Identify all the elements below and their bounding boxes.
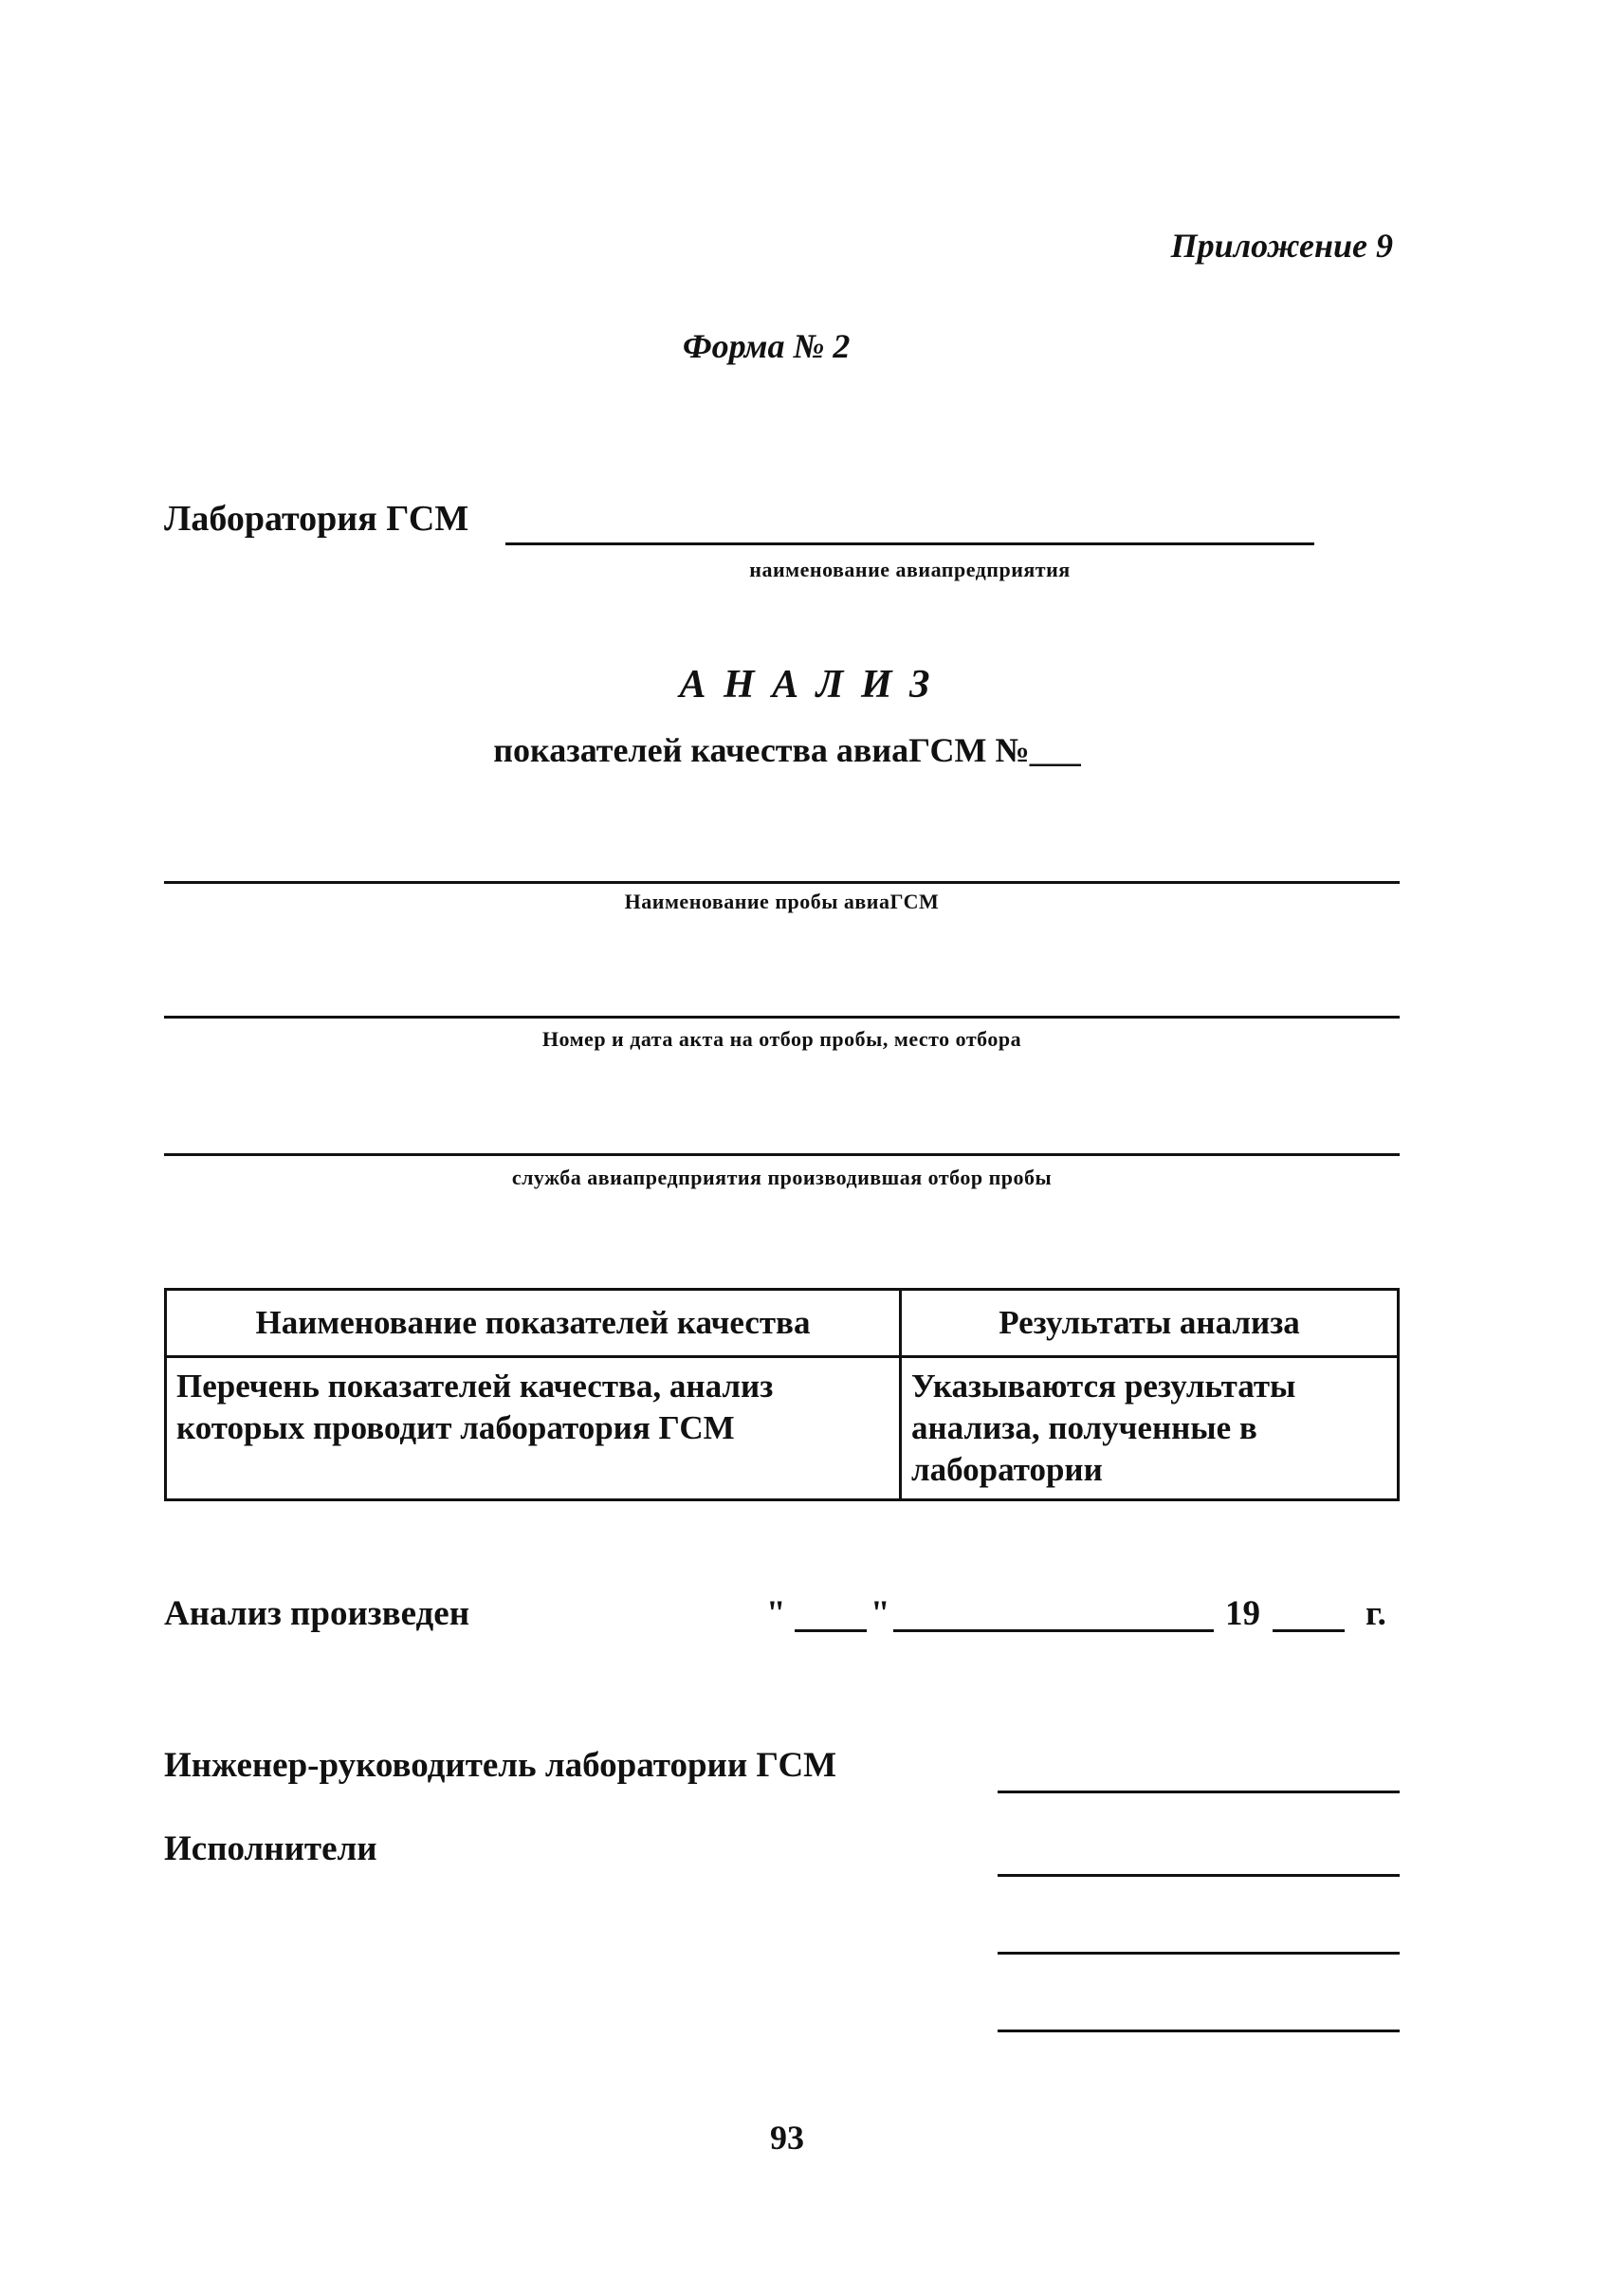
month-line[interactable] [893, 1629, 1214, 1632]
page-number: 93 [770, 2119, 804, 2157]
table-cell: Перечень показателей качества, анализ которых проводит лаборатория ГСМ [166, 1357, 901, 1500]
date-quote-open: " [766, 1594, 786, 1633]
laboratory-label: Лаборатория ГСМ [164, 499, 469, 539]
table-header-cell: Наименование показателей качества [166, 1290, 901, 1357]
year-prefix: 19 [1225, 1594, 1260, 1633]
table-cell: Указываются результаты анализа, полученные в лаборатории [901, 1357, 1399, 1500]
service-line[interactable] [164, 1153, 1400, 1156]
enterprise-name-line[interactable] [505, 542, 1314, 545]
performer-signature-line[interactable] [998, 1874, 1400, 1877]
sample-name-line[interactable] [164, 881, 1400, 884]
analysis-done-label: Анализ произведен [164, 1594, 470, 1633]
engineer-signature-line[interactable] [998, 1791, 1400, 1793]
sample-name-caption: Наименование пробы авиаГСМ [624, 890, 940, 913]
document-subtitle: показателей качества авиаГСМ №___ [493, 731, 1081, 769]
enterprise-caption: наименование авиапредприятия [749, 558, 1071, 581]
table-header-cell: Результаты анализа [901, 1290, 1399, 1357]
act-line[interactable] [164, 1016, 1400, 1019]
day-line[interactable] [795, 1629, 867, 1632]
year-suffix: г. [1366, 1594, 1386, 1633]
engineer-label: Инженер-руководитель лаборатории ГСМ [164, 1746, 837, 1785]
table-header-row [166, 1290, 1399, 1357]
service-caption: служба авиапредприятия производившая отбор пробы [511, 1166, 1053, 1189]
date-quote-close: " [871, 1594, 890, 1633]
quality-table [164, 1288, 1400, 1501]
appendix-label: Приложение 9 [1170, 227, 1393, 265]
performer-signature-line[interactable] [998, 2030, 1400, 2032]
form-number: Форма № 2 [683, 327, 851, 365]
document-title: А Н А Л И З [679, 663, 934, 707]
performers-label: Исполнители [164, 1829, 377, 1868]
year-line[interactable] [1273, 1629, 1345, 1632]
performer-signature-line[interactable] [998, 1952, 1400, 1955]
table-row [166, 1357, 1399, 1500]
act-caption: Номер и дата акта на отбор пробы, место отбора [541, 1027, 1022, 1051]
